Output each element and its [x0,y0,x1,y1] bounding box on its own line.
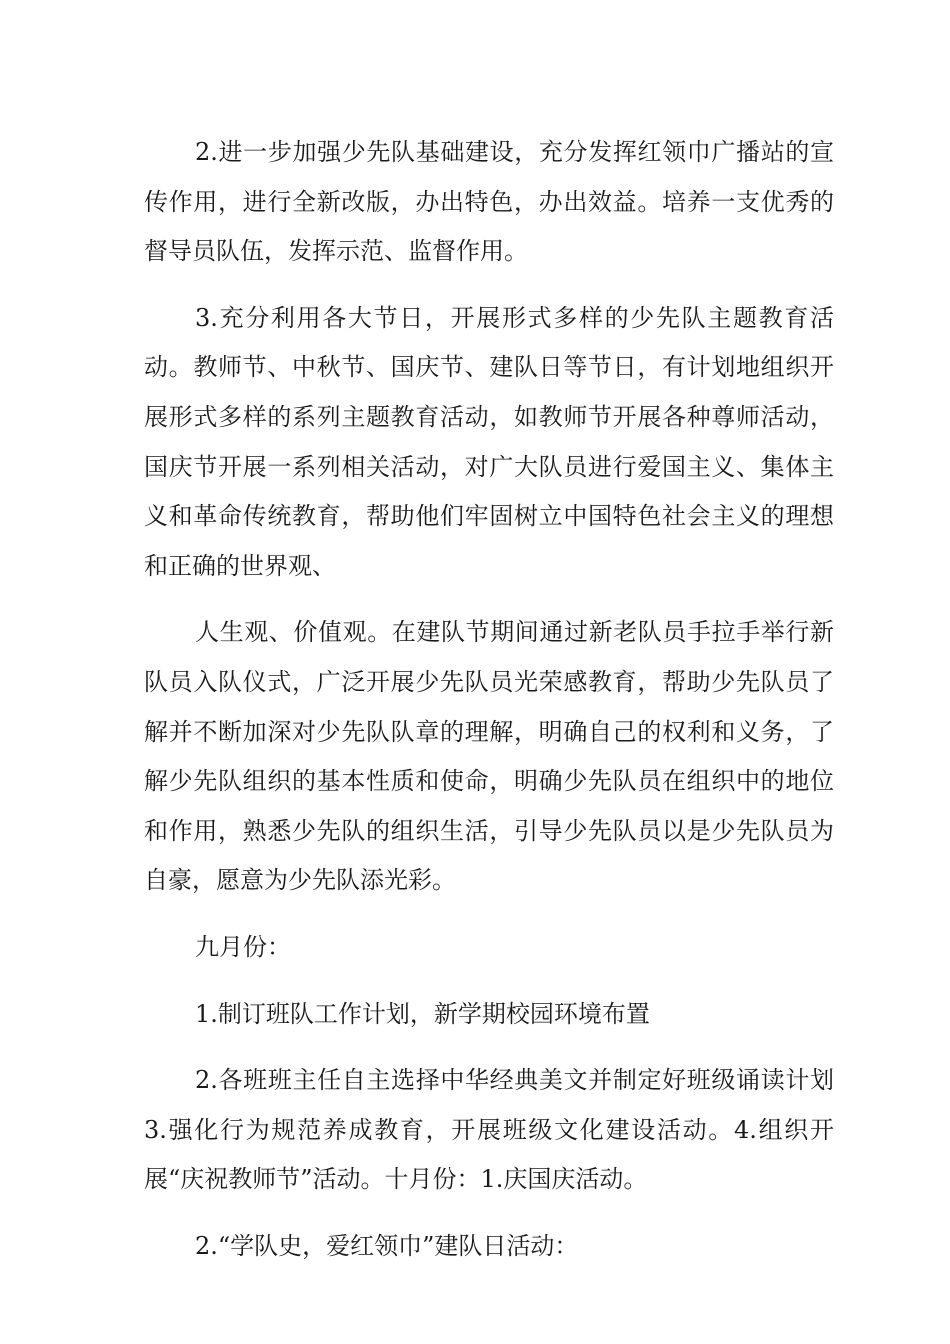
heading-september: 九月份： [195,932,291,961]
list-item-reading-plan: 2.各班班主任自主选择中华经典美文并制定好班级诵读计划 3.强化行为规范养成教育，开展班级文化建设活动。4.组织开展“庆祝教师节”活动。十月份：1.庆国庆活动。 [144,1066,834,1194]
list-item-team-history: 2.“学队史，爱红领巾”建队日活动： [195,1231,579,1260]
document-page [144,128,834,1288]
paragraph-broadcast-station: 2.进一步加强少先队基础建设，充分发挥红领巾广播站的宣传作用，进行全新改版，办出特色，办出效益。培养一支优秀的督导员队伍，发挥示范、监督作用。 [144,138,834,266]
paragraph-team-day: 人生观、价值观。在建队节期间通过新老队员手拉手举行新队员入队仪式，广泛开展少先队员光荣感教育，帮助少先队员了解并不断加深对少先队队章的理解，明确自己的权利和义务，了解少先队组织的基本性质和使命，明确少先队员在组织中的地位和作用，熟悉少先队的组织生活，引导少先队员以是少先队员为自豪，愿意为少先队添光彩。 [144,618,834,895]
list-item-class-plan: 1.制订班队工作计划，新学期校园环境布置 [195,999,650,1028]
paragraph-festival-activities: 3.充分利用各大节日，开展形式多样的少先队主题教育活动。教师节、中秋节、国庆节、建队日等节日，有计划地组织开展形式多样的系列主题教育活动，如教师节开展各种尊师活动，国庆节开展一系列相关活动，对广大队员进行爱国主义、集体主义和革命传统教育，帮助他们牢固树立中国特色社会主义的理想和正确的世界观、 [144,303,834,580]
